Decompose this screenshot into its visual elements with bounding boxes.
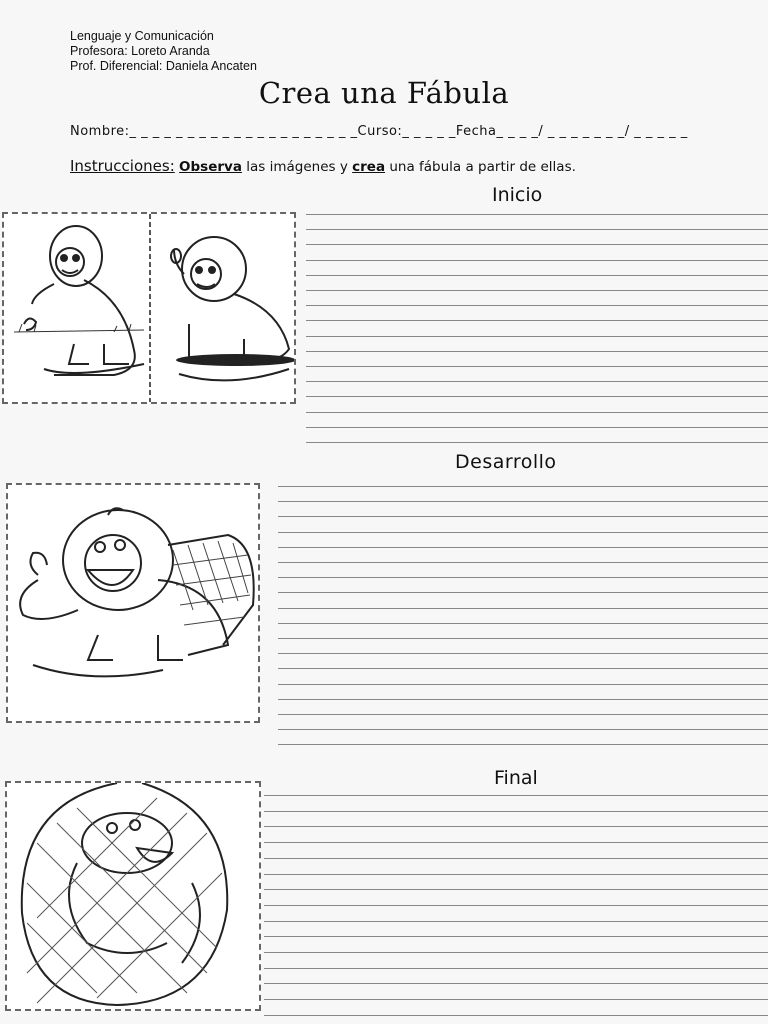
writing-line <box>264 905 768 906</box>
writing-line <box>306 396 768 397</box>
writing-line <box>264 952 768 953</box>
writing-line <box>278 653 768 654</box>
writing-line <box>264 889 768 890</box>
writing-line <box>278 623 768 624</box>
lion-laughing-illustration-icon <box>8 485 258 721</box>
diff-teacher-line: Prof. Diferencial: Daniela Ancaten <box>70 59 257 73</box>
section-title-desarrollo: Desarrollo <box>455 451 557 473</box>
fecha-field[interactable]: _ _ _ _/ _ _ _ _ _ _ _/ _ _ _ _ _ <box>496 124 688 139</box>
writing-line <box>278 547 768 548</box>
writing-line <box>306 381 768 382</box>
writing-line <box>264 968 768 969</box>
writing-line <box>306 244 768 245</box>
writing-line <box>278 729 768 730</box>
writing-line <box>264 811 768 812</box>
image-inicio <box>2 212 296 404</box>
writing-line <box>264 858 768 859</box>
writing-line <box>278 744 768 745</box>
fecha-label: Fecha <box>455 124 497 139</box>
writing-line <box>306 442 768 443</box>
writing-line <box>278 577 768 578</box>
section-title-inicio: Inicio <box>492 184 543 206</box>
writing-line <box>278 501 768 502</box>
page-title: Crea una Fábula <box>258 76 510 110</box>
instructions-end: una fábula a partir de ellas. <box>385 159 576 175</box>
writing-line <box>306 214 768 215</box>
writing-line <box>306 320 768 321</box>
subject-line: Lenguaje y Comunicación <box>70 29 214 43</box>
writing-line <box>264 842 768 843</box>
nombre-label: Nombre: <box>70 124 130 139</box>
writing-lines-inicio[interactable] <box>306 214 768 444</box>
writing-line <box>264 1015 768 1016</box>
writing-line <box>278 638 768 639</box>
writing-line <box>278 486 768 487</box>
writing-line <box>306 260 768 261</box>
keyword-observa: Observa <box>179 159 242 175</box>
image-final <box>5 781 261 1011</box>
writing-line <box>264 999 768 1000</box>
instructions-label: Instrucciones: <box>70 157 175 175</box>
writing-line <box>264 874 768 875</box>
nombre-field[interactable]: _ _ _ _ _ _ _ _ _ _ _ _ _ _ _ _ _ _ _ _ <box>129 124 358 139</box>
writing-line <box>306 336 768 337</box>
instructions-mid: las imágenes y <box>241 159 348 175</box>
writing-lines-desarrollo[interactable] <box>278 486 768 756</box>
writing-line <box>278 668 768 669</box>
writing-line <box>264 826 768 827</box>
writing-line <box>306 412 768 413</box>
writing-line <box>278 608 768 609</box>
student-fields <box>70 124 688 139</box>
lion-in-net-illustration-icon <box>7 783 259 1009</box>
writing-line <box>278 684 768 685</box>
writing-line <box>264 921 768 922</box>
writing-line <box>264 795 768 796</box>
writing-line <box>306 366 768 367</box>
writing-line <box>278 562 768 563</box>
curso-label: Curso: <box>357 124 403 139</box>
image-desarrollo <box>6 483 260 723</box>
writing-line <box>306 427 768 428</box>
writing-line <box>278 532 768 533</box>
writing-line <box>264 936 768 937</box>
lion-mouse-illustration-icon <box>4 214 294 402</box>
writing-line <box>306 305 768 306</box>
writing-line <box>306 290 768 291</box>
writing-line <box>264 983 768 984</box>
writing-line <box>278 699 768 700</box>
writing-line <box>278 516 768 517</box>
writing-line <box>278 714 768 715</box>
keyword-crea: crea <box>352 159 386 175</box>
writing-line <box>306 229 768 230</box>
instructions <box>70 157 576 175</box>
curso-field[interactable]: _ _ _ _ _ <box>402 124 456 139</box>
section-title-final: Final <box>494 767 538 789</box>
writing-line <box>278 592 768 593</box>
writing-line <box>306 351 768 352</box>
writing-line <box>306 275 768 276</box>
teacher-line: Profesora: Loreto Aranda <box>70 44 210 58</box>
writing-lines-final[interactable] <box>264 795 768 1024</box>
